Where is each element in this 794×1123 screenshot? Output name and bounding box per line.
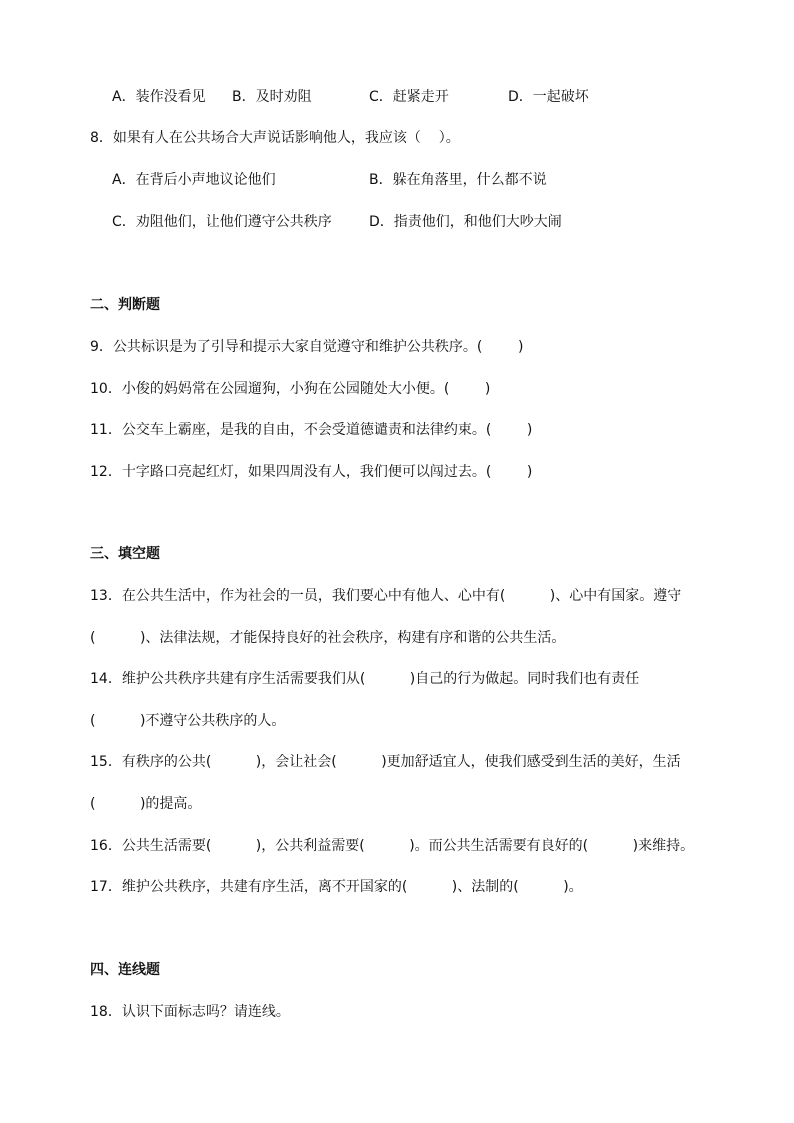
question-13-line-1: 13．在公共生活中，作为社会的一员，我们要心中有他人、心中有( )、心中有国家。遵守 [90, 588, 682, 604]
question-15-line-1: 15．有秩序的公共( )，会让社会( )更加舒适宜人，使我们感受到生活的美好，生活 [90, 754, 681, 770]
question-10: 10．小俊的妈妈常在公园遛狗，小狗在公园随处大小便。( ) [90, 381, 491, 397]
q8-option-d: D．指责他们，和他们大吵大闹 [369, 214, 562, 230]
question-9: 9．公共标识是为了引导和提示大家自觉遵守和维护公共秩序。( ) [90, 339, 524, 355]
q7-option-a: A．装作没看见 [112, 89, 206, 105]
question-14-line-2: ( )不遵守公共秩序的人。 [90, 713, 286, 729]
section-heading-judgement: 二、判断题 [90, 297, 160, 313]
question-16: 16．公共生活需要( )，公共利益需要( )。而公共生活需要有良好的( )来维持。 [90, 838, 695, 854]
question-18: 18．认识下面标志吗？请连线。 [90, 1004, 290, 1020]
question-17: 17．维护公共秩序，共建有序生活，离不开国家的( )、法制的( )。 [90, 879, 583, 895]
question-8: 8．如果有人在公共场合大声说话影响他人，我应该（ ）。 [90, 130, 460, 146]
question-14-line-1: 14．维护公共秩序共建有序生活需要我们从( )自己的行为做起。同时我们也有责任 [90, 671, 640, 687]
q8-option-c: C．劝阻他们，让他们遵守公共秩序 [112, 214, 332, 230]
q7-option-b: B．及时劝阻 [232, 89, 312, 105]
q7-option-c: C．赶紧走开 [369, 89, 449, 105]
question-13-line-2: ( )、法律法规，才能保持良好的社会秩序，构建有序和谐的公共生活。 [90, 630, 566, 646]
q7-option-d: D．一起破坏 [508, 89, 589, 105]
question-12: 12．十字路口亮起红灯，如果四周没有人，我们便可以闯过去。( ) [90, 464, 533, 480]
question-15-line-2: ( )的提高。 [90, 796, 202, 812]
q8-option-a: A．在背后小声地议论他们 [112, 172, 276, 188]
section-heading-fill-blank: 三、填空题 [90, 546, 160, 562]
section-heading-matching: 四、连线题 [90, 962, 160, 978]
q8-option-b: B．躲在角落里，什么都不说 [369, 172, 547, 188]
question-11: 11．公交车上霸座，是我的自由，不会受道德谴责和法律约束。( ) [90, 422, 533, 438]
